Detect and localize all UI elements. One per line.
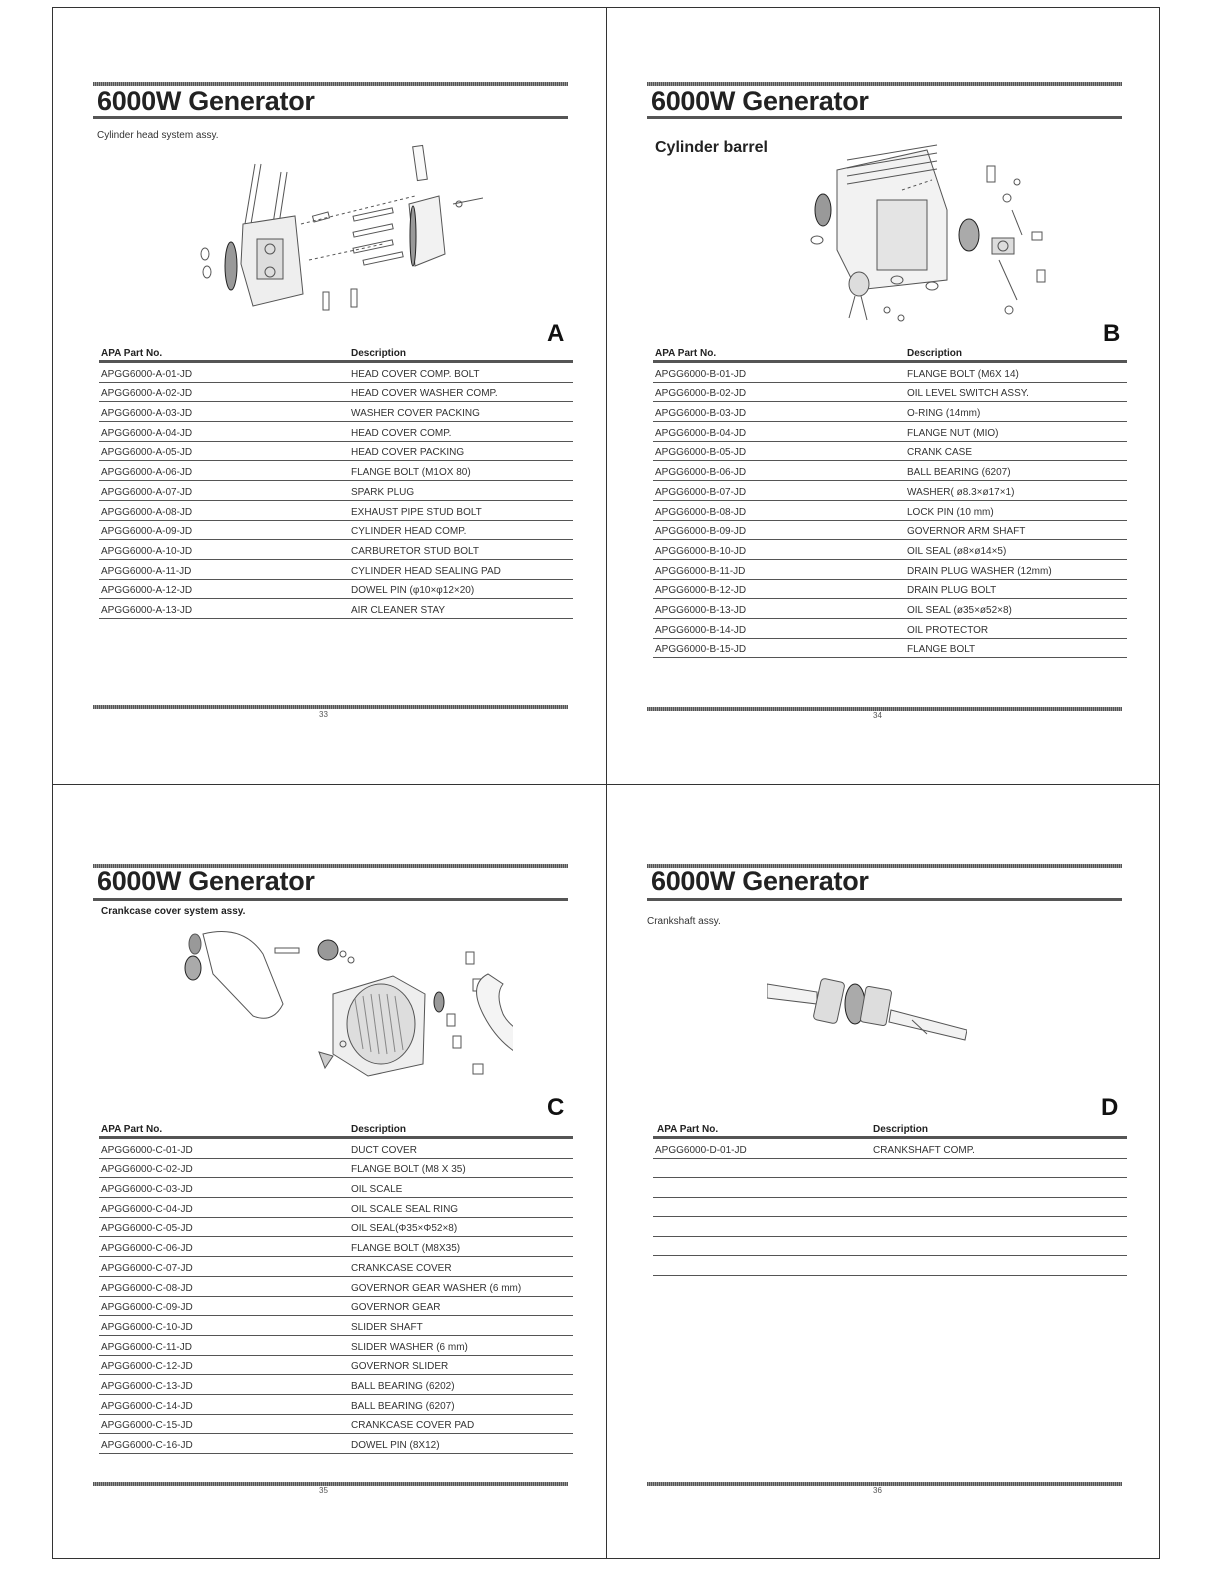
part-number: APGG6000-C-14-JD [101,1400,193,1412]
part-number: APGG6000-B-03-JD [655,408,747,420]
cylinder-barrel-diagram [797,140,1047,340]
part-number: APGG6000-C-12-JD [101,1361,193,1373]
table-row [653,540,1127,560]
part-number: APGG6000-C-03-JD [101,1184,193,1196]
part-number: APGG6000-A-13-JD [101,604,193,616]
table-row [653,383,1127,403]
part-number: APGG6000-B-12-JD [655,585,747,597]
table-row [653,1139,1127,1159]
part-number: APGG6000-B-09-JD [655,526,747,538]
table-row [653,1217,1127,1237]
part-description: GOVERNOR GEAR WASHER (6 mm) [351,1282,522,1294]
table-row [99,540,573,560]
section-letter: D [1101,1094,1119,1121]
part-number: APGG6000-A-04-JD [101,427,193,439]
table-row [653,1178,1127,1198]
page-title: 6000W Generator [651,866,869,896]
table-row [99,1415,573,1435]
header-description: Description [873,1124,929,1135]
part-number: APGG6000-A-12-JD [101,585,193,597]
part-number: APGG6000-C-04-JD [101,1203,193,1215]
header-description: Description [907,348,963,359]
table-row [99,1139,573,1159]
table-row [653,442,1127,462]
page-34 [607,8,1161,784]
table-row [653,619,1127,639]
page-number: 35 [319,1486,328,1495]
header-description: Description [351,1124,407,1135]
table-row [653,422,1127,442]
table-row [653,639,1127,659]
table-header [653,344,1127,363]
table-header [653,1120,1127,1139]
part-number: APGG6000-C-01-JD [101,1144,193,1156]
manual-sheet [52,7,1160,1559]
part-description: SLIDER WASHER (6 mm) [351,1341,468,1353]
part-description: FLANGE NUT (MIO) [907,427,999,439]
part-description: SPARK PLUG [351,486,415,498]
part-description: CARBURETOR STUD BOLT [351,545,479,557]
parts-table [653,1120,1127,1276]
part-number: APGG6000-B-13-JD [655,604,747,616]
page-number: 36 [873,1486,882,1495]
table-row [99,501,573,521]
part-number: APGG6000-C-02-JD [101,1164,193,1176]
footer-rule [93,705,568,709]
part-number: APGG6000-B-10-JD [655,545,747,557]
part-number: APGG6000-B-04-JD [655,427,747,439]
header-part-no: APA Part No. [655,348,717,359]
section-letter: B [1103,320,1121,347]
part-number: APGG6000-C-10-JD [101,1321,193,1333]
title-rule-bottom [93,898,568,901]
part-number: APGG6000-A-05-JD [101,447,193,459]
table-row [99,1237,573,1257]
header-description: Description [351,348,407,359]
part-description: WASHER( ø8.3×ø17×1) [907,486,1015,498]
part-number: APGG6000-B-01-JD [655,368,747,380]
part-number: APGG6000-B-06-JD [655,467,747,479]
part-number: APGG6000-C-13-JD [101,1380,193,1392]
table-row [653,521,1127,541]
page-33 [53,8,607,784]
header-part-no: APA Part No. [101,1124,163,1135]
part-number: APGG6000-A-03-JD [101,408,193,420]
part-description: DOWEL PIN (φ10×φ12×20) [351,585,475,597]
part-description: SLIDER SHAFT [351,1321,423,1333]
table-row [99,1336,573,1356]
page-number: 34 [873,711,882,720]
part-description: OIL LEVEL SWITCH ASSY. [907,388,1029,400]
part-number: APGG6000-A-02-JD [101,388,193,400]
part-number: APGG6000-B-07-JD [655,486,747,498]
part-description: OIL PROTECTOR [907,624,989,636]
table-header [99,1120,573,1139]
table-row [99,383,573,403]
part-description: HEAD COVER WASHER COMP. [351,388,498,400]
page-number: 33 [319,710,328,719]
parts-table [99,1120,573,1454]
table-row [99,1356,573,1376]
table-row [99,1198,573,1218]
part-description: BALL BEARING (6207) [907,467,1011,479]
table-row [99,422,573,442]
part-number: APGG6000-B-14-JD [655,624,747,636]
part-description: DRAIN PLUG BOLT [907,585,997,597]
header-part-no: APA Part No. [657,1124,719,1135]
table-row [99,1178,573,1198]
part-description: BALL BEARING (6202) [351,1380,455,1392]
part-description: HEAD COVER COMP. BOLT [351,368,480,380]
table-row [653,402,1127,422]
part-number: APGG6000-B-08-JD [655,506,747,518]
table-row [99,1395,573,1415]
page-36 [607,784,1161,1560]
table-row [653,481,1127,501]
part-number: APGG6000-B-11-JD [655,565,746,577]
table-row [653,501,1127,521]
part-number: APGG6000-A-07-JD [101,486,193,498]
table-row [99,521,573,541]
title-rule-bottom [93,116,568,119]
section-letter: A [547,320,565,347]
part-description: LOCK PIN (10 mm) [907,506,994,518]
part-description: OIL SCALE [351,1184,403,1196]
table-row [99,560,573,580]
part-description: HEAD COVER PACKING [351,447,465,459]
section-subtitle: Cylinder head system assy. [97,130,219,141]
table-row [99,580,573,600]
part-number: APGG6000-C-07-JD [101,1262,193,1274]
parts-table [99,344,573,619]
part-description: CYLINDER HEAD SEALING PAD [351,565,501,577]
part-description: CRANKCASE COVER [351,1262,452,1274]
part-number: APGG6000-C-06-JD [101,1243,193,1255]
table-header [99,344,573,363]
part-description: WASHER COVER PACKING [351,408,480,420]
crankcase-cover-diagram [183,924,513,1109]
section-letter: C [547,1094,565,1121]
part-number: APGG6000-A-10-JD [101,545,193,557]
parts-table [653,344,1127,658]
table-row [653,1256,1127,1276]
table-row [99,1159,573,1179]
title-rule-bottom [647,116,1122,119]
table-row [653,560,1127,580]
part-description: BALL BEARING (6207) [351,1400,455,1412]
part-number: APGG6000-B-15-JD [655,644,747,656]
footer-rule [647,1482,1122,1486]
page-35 [53,784,607,1560]
table-row [99,1434,573,1454]
table-row [99,1297,573,1317]
table-row [99,442,573,462]
table-row [99,599,573,619]
part-description: FLANGE BOLT (M8 X 35) [351,1164,466,1176]
part-number: APGG6000-B-05-JD [655,447,747,459]
part-description: FLANGE BOLT (M1OX 80) [351,467,471,479]
table-row [99,402,573,422]
part-number: APGG6000-C-09-JD [101,1302,193,1314]
table-row [653,363,1127,383]
footer-rule [647,707,1122,711]
title-rule-bottom [647,898,1122,901]
part-number: APGG6000-B-02-JD [655,388,747,400]
part-description: DRAIN PLUG WASHER (12mm) [907,565,1052,577]
table-row [99,1277,573,1297]
part-description: CRANKSHAFT COMP. [873,1144,975,1156]
part-description: FLANGE BOLT (M6X 14) [907,368,1019,380]
table-row [99,1316,573,1336]
page-title: 6000W Generator [97,86,315,116]
table-row [99,1218,573,1238]
part-description: GOVERNOR ARM SHAFT [907,526,1026,538]
page-title: 6000W Generator [651,86,869,116]
part-number: APGG6000-A-08-JD [101,506,193,518]
part-description: EXHAUST PIPE STUD BOLT [351,506,482,518]
table-row [99,481,573,501]
part-description: GOVERNOR GEAR [351,1302,441,1314]
part-description: OIL SEAL (ø8×ø14×5) [907,545,1007,557]
table-row [653,1198,1127,1218]
section-subtitle: Crankshaft assy. [647,916,721,927]
page-title: 6000W Generator [97,866,315,896]
part-description: OIL SEAL(Φ35×Φ52×8) [351,1223,458,1235]
table-row [653,599,1127,619]
part-number: APGG6000-A-11-JD [101,565,192,577]
table-row [99,1257,573,1277]
part-description: CYLINDER HEAD COMP. [351,526,467,538]
part-description: GOVERNOR SLIDER [351,1361,449,1373]
part-number: APGG6000-C-15-JD [101,1420,193,1432]
part-description: CRANK CASE [907,447,973,459]
table-row [99,461,573,481]
table-row [653,580,1127,600]
part-description: DOWEL PIN (8X12) [351,1440,440,1451]
part-description: OIL SEAL (ø35×ø52×8) [907,604,1012,616]
part-description: AIR CLEANER STAY [351,604,446,616]
part-number: APGG6000-A-09-JD [101,526,193,538]
part-description: O-RING (14mm) [907,408,981,420]
table-row [653,461,1127,481]
part-number: APGG6000-D-01-JD [655,1144,747,1156]
part-description: CRANKCASE COVER PAD [351,1420,475,1432]
part-description: FLANGE BOLT [907,644,976,656]
header-part-no: APA Part No. [101,348,163,359]
part-number: APGG6000-C-16-JD [101,1440,193,1451]
crankshaft-diagram [767,974,967,1064]
cylinder-head-diagram [183,144,483,329]
part-description: DUCT COVER [351,1144,417,1156]
table-row [653,1159,1127,1179]
part-number: APGG6000-A-01-JD [101,368,193,380]
part-number: APGG6000-C-08-JD [101,1282,193,1294]
part-description: FLANGE BOLT (M8X35) [351,1243,461,1255]
section-subtitle: Cylinder barrel [655,139,768,156]
part-number: APGG6000-C-11-JD [101,1341,192,1353]
part-description: HEAD COVER COMP. [351,427,452,439]
table-row [653,1237,1127,1257]
table-row [99,1375,573,1395]
footer-rule [93,1482,568,1486]
part-number: APGG6000-A-06-JD [101,467,193,479]
section-subtitle: Crankcase cover system assy. [101,906,246,917]
part-number: APGG6000-C-05-JD [101,1223,193,1235]
part-description: OIL SCALE SEAL RING [351,1203,459,1215]
table-row [99,363,573,383]
